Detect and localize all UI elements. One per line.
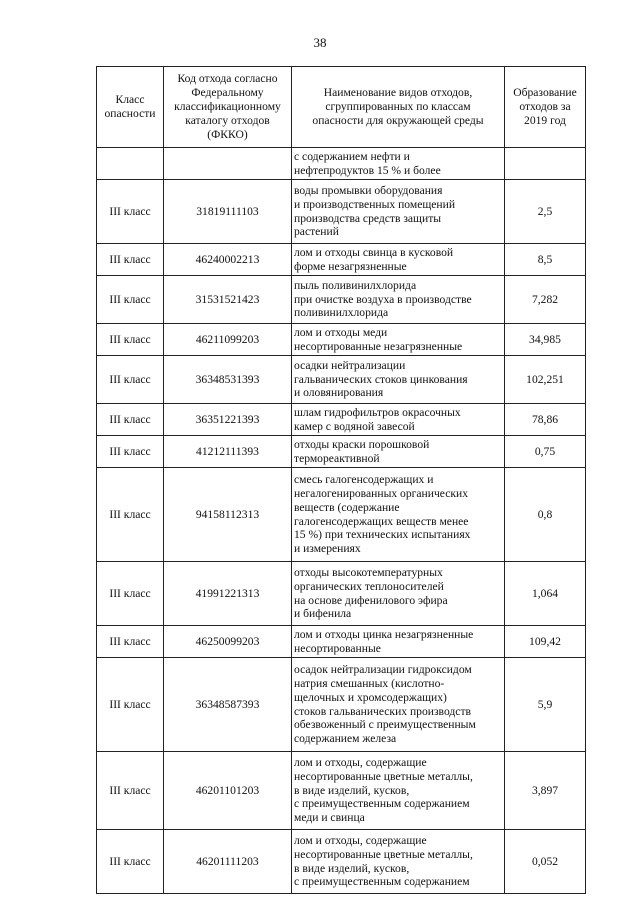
text-line: несортированные цветные металлы, bbox=[294, 847, 473, 861]
table-row bbox=[97, 626, 586, 658]
text-line: лом и отходы меди bbox=[294, 325, 388, 339]
text-line: с содержанием нефти и bbox=[294, 149, 410, 163]
cell-name bbox=[292, 356, 505, 404]
cell-amount: 78,86 bbox=[505, 404, 586, 436]
cell-name bbox=[292, 830, 505, 894]
header-hazard-class bbox=[97, 67, 164, 148]
text-line: 2019 год bbox=[524, 113, 566, 127]
cell-hazard-class: III класс bbox=[97, 404, 164, 436]
cell-hazard-class: III класс bbox=[97, 436, 164, 468]
waste-table bbox=[96, 66, 586, 894]
cell-code: 31819111103 bbox=[164, 180, 292, 244]
table-row bbox=[97, 436, 586, 468]
cell-amount: 0,052 bbox=[505, 830, 586, 894]
page-number: 38 bbox=[313, 35, 327, 50]
text-line: нефтепродуктов 15 % и более bbox=[294, 163, 441, 177]
cell-name bbox=[292, 180, 505, 244]
text-line: отходы краски порошковой bbox=[294, 437, 430, 451]
cell-hazard-class: III класс bbox=[97, 468, 164, 562]
cell-hazard-class bbox=[97, 148, 164, 180]
cell-hazard-class: III класс bbox=[97, 324, 164, 356]
cell-name bbox=[292, 468, 505, 562]
cell-code: 36351221393 bbox=[164, 404, 292, 436]
text-line: 15 %) при технических испытаниях bbox=[294, 528, 471, 542]
cell-hazard-class: III класс bbox=[97, 626, 164, 658]
cell-hazard-class: III класс bbox=[97, 752, 164, 830]
table-row bbox=[97, 276, 586, 324]
cell-name bbox=[292, 626, 505, 658]
text-line: отходов за bbox=[519, 100, 571, 114]
text-line: в виде изделий, кусков, bbox=[294, 783, 410, 797]
text-line: Код отхода согласно bbox=[177, 72, 278, 86]
text-line: и производственных помещений bbox=[294, 197, 456, 211]
text-line: производства средств защиты bbox=[294, 211, 442, 225]
text-line: опасности для окружающей среды bbox=[312, 113, 484, 127]
cell-name bbox=[292, 244, 505, 276]
table-row bbox=[97, 244, 586, 276]
cell-amount: 2,5 bbox=[505, 180, 586, 244]
text-line: Образование bbox=[513, 86, 577, 100]
cell-code: 46250099203 bbox=[164, 626, 292, 658]
cell-amount: 1,064 bbox=[505, 562, 586, 626]
table-row bbox=[97, 752, 586, 830]
header-name bbox=[292, 67, 505, 148]
text-line: (ФККО) bbox=[207, 127, 248, 141]
cell-code: 46211099203 bbox=[164, 324, 292, 356]
table-row bbox=[97, 356, 586, 404]
text-line: с преимущественным содержанием bbox=[294, 875, 470, 889]
text-line: лом и отходы цинка незагрязненные bbox=[294, 627, 474, 641]
text-line: на основе дифенилового эфира bbox=[294, 593, 448, 607]
text-line: камер с водяной завесой bbox=[294, 419, 415, 433]
table-row bbox=[97, 468, 586, 562]
cell-name bbox=[292, 436, 505, 468]
text-line: несортированные цветные металлы, bbox=[294, 769, 473, 783]
cell-code: 31531521423 bbox=[164, 276, 292, 324]
cell-code: 36348587393 bbox=[164, 658, 292, 752]
table-row bbox=[97, 148, 586, 180]
text-line: Класс bbox=[115, 93, 145, 107]
text-line: воды промывки оборудования bbox=[294, 183, 443, 197]
text-line: содержанием железа bbox=[294, 732, 397, 746]
table-row bbox=[97, 658, 586, 752]
text-line: обезвоженный с преимущественным bbox=[294, 718, 476, 732]
text-line: натрия смешанных (кислотно- bbox=[294, 676, 445, 690]
cell-amount: 8,5 bbox=[505, 244, 586, 276]
text-line: меди и свинца bbox=[294, 811, 365, 825]
cell-amount: 0,75 bbox=[505, 436, 586, 468]
text-line: и измерениях bbox=[294, 542, 361, 556]
text-line: щелочных и хромсодержащих) bbox=[294, 690, 447, 704]
cell-amount: 102,251 bbox=[505, 356, 586, 404]
cell-name bbox=[292, 752, 505, 830]
cell-code: 41991221313 bbox=[164, 562, 292, 626]
text-line: в виде изделий, кусков, bbox=[294, 861, 410, 875]
text-line: форме незагрязненные bbox=[294, 259, 407, 273]
text-line: пыль поливинилхлорида bbox=[294, 278, 417, 292]
header-code bbox=[164, 67, 292, 148]
cell-name bbox=[292, 658, 505, 752]
text-line: поливинилхлорида bbox=[294, 306, 389, 320]
cell-hazard-class: III класс bbox=[97, 244, 164, 276]
cell-amount bbox=[505, 148, 586, 180]
cell-hazard-class: III класс bbox=[97, 830, 164, 894]
text-line: стоков гальванических производств bbox=[294, 704, 471, 718]
cell-name bbox=[292, 324, 505, 356]
cell-name bbox=[292, 404, 505, 436]
text-line: с преимущественным содержанием bbox=[294, 797, 470, 811]
text-line: веществ (содержание bbox=[294, 500, 400, 514]
table-row bbox=[97, 562, 586, 626]
cell-code: 46201111203 bbox=[164, 830, 292, 894]
text-line: гальванических стоков цинкования bbox=[294, 372, 468, 386]
text-line: Наименование видов отходов, bbox=[323, 86, 473, 100]
table-row bbox=[97, 404, 586, 436]
text-line: лом и отходы, содержащие bbox=[294, 833, 427, 847]
cell-hazard-class: III класс bbox=[97, 180, 164, 244]
text-line: шлам гидрофильтров окрасочных bbox=[294, 405, 461, 419]
text-line: несортированные bbox=[294, 641, 381, 655]
text-line: термореактивной bbox=[294, 451, 380, 465]
table-header bbox=[97, 67, 586, 148]
text-line: осадок нейтрализации гидроксидом bbox=[294, 662, 472, 676]
text-line: опасности bbox=[104, 107, 156, 120]
cell-name bbox=[292, 562, 505, 626]
text-line: несортированные незагрязненные bbox=[294, 339, 463, 353]
text-line: смесь галогенсодержащих и bbox=[294, 472, 434, 486]
cell-amount: 109,42 bbox=[505, 626, 586, 658]
text-line: каталогу отходов bbox=[185, 113, 270, 127]
cell-amount: 3,897 bbox=[505, 752, 586, 830]
text-line: и оловянирования bbox=[294, 386, 384, 400]
header-row bbox=[97, 67, 586, 148]
cell-code: 94158112313 bbox=[164, 468, 292, 562]
text-line: растений bbox=[294, 225, 339, 239]
table-row bbox=[97, 180, 586, 244]
text-line: лом и отходы свинца в кусковой bbox=[294, 245, 454, 259]
text-line: отходы высокотемпературных bbox=[294, 565, 443, 579]
text-line: органических теплоносителей bbox=[294, 579, 444, 593]
text-line: негалогенированных органических bbox=[294, 486, 468, 500]
text-line: сгруппированных по классам bbox=[325, 100, 471, 114]
cell-code bbox=[164, 148, 292, 180]
cell-amount: 7,282 bbox=[505, 276, 586, 324]
cell-name bbox=[292, 148, 505, 180]
cell-code: 36348531393 bbox=[164, 356, 292, 404]
cell-amount: 0,8 bbox=[505, 468, 586, 562]
cell-code: 46240002213 bbox=[164, 244, 292, 276]
table-row bbox=[97, 324, 586, 356]
text-line: лом и отходы, содержащие bbox=[294, 755, 427, 769]
cell-hazard-class: III класс bbox=[97, 658, 164, 752]
table-row bbox=[97, 830, 586, 894]
cell-hazard-class: III класс bbox=[97, 356, 164, 404]
text-line: и бифенила bbox=[294, 607, 352, 621]
header-amount bbox=[505, 67, 586, 148]
cell-name bbox=[292, 276, 505, 324]
cell-code: 46201101203 bbox=[164, 752, 292, 830]
text-line: Федеральному bbox=[191, 86, 264, 100]
cell-amount: 34,985 bbox=[505, 324, 586, 356]
text-line: классификационному bbox=[174, 100, 281, 114]
cell-amount: 5,9 bbox=[505, 658, 586, 752]
text-line: при очистке воздуха в производстве bbox=[294, 292, 472, 306]
cell-code: 41212111393 bbox=[164, 436, 292, 468]
text-line: осадки нейтрализации bbox=[294, 358, 406, 372]
text-line: галогенсодержащих веществ менее bbox=[294, 514, 469, 528]
cell-hazard-class: III класс bbox=[97, 276, 164, 324]
table-body bbox=[97, 148, 586, 894]
cell-hazard-class: III класс bbox=[97, 562, 164, 626]
